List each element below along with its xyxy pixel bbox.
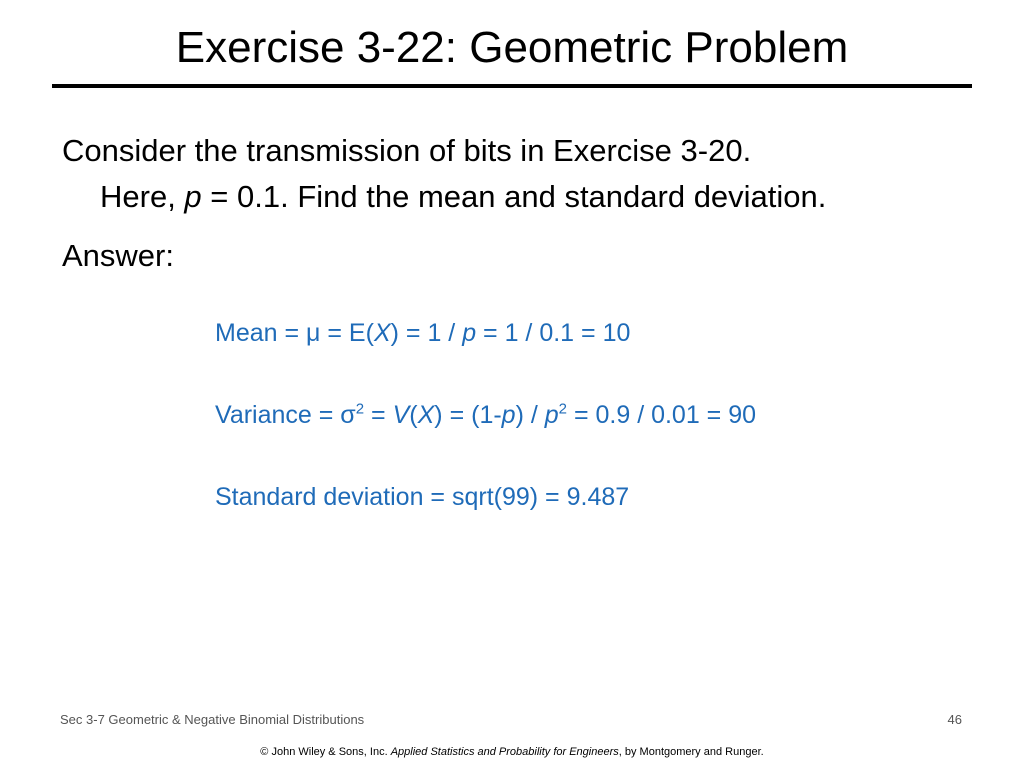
variance-part-b: =	[364, 401, 393, 429]
page-number: 46	[947, 712, 962, 727]
variance-line	[215, 398, 975, 432]
footer-section-label: Sec 3-7 Geometric & Negative Binomial Distributions	[60, 712, 365, 727]
mean-line	[215, 316, 975, 350]
problem-line-2-prefix: Here,	[100, 179, 185, 214]
slide-title: Exercise 3-22: Geometric Problem	[175, 23, 849, 72]
copyright-line	[0, 746, 1024, 758]
variance-sup-2: 2	[558, 400, 567, 418]
variance-var-x: X	[417, 401, 435, 429]
variance-var-p2: p	[544, 401, 559, 429]
problem-var-p: p	[184, 179, 202, 214]
answer-block	[215, 316, 975, 562]
copyright-suffix: , by Montgomery and Runger.	[618, 746, 764, 758]
copyright-prefix: © John Wiley & Sons, Inc.	[260, 746, 391, 758]
mean-part-b: ) = 1 /	[390, 319, 463, 347]
stddev-line: Standard deviation = sqrt(99) = 9.487	[215, 483, 630, 511]
mean-part-c: = 1 / 0.1 = 10	[476, 319, 631, 347]
title-underline	[52, 84, 972, 88]
mean-var-p: p	[462, 319, 477, 347]
variance-var-v: V	[392, 401, 410, 429]
variance-part-f: = 0.9 / 0.01 = 90	[567, 401, 757, 429]
variance-sup-1: 2	[355, 400, 365, 418]
problem-line-1: Consider the transmission of bits in Exercise 3-20.	[62, 133, 752, 168]
mean-var-x: X	[373, 319, 391, 347]
mean-part-a: Mean = μ = E(	[215, 319, 374, 347]
problem-line-2-suffix: = 0.1. Find the mean and standard deviation.	[201, 179, 827, 214]
problem-line-2	[62, 174, 992, 220]
book-title: Applied Statistics and Probability for Engineers	[390, 746, 619, 758]
variance-part-a: Variance = σ	[215, 401, 356, 429]
variance-var-p1: p	[501, 401, 516, 429]
problem-statement	[62, 128, 992, 220]
variance-part-d: ) = (1-	[434, 401, 502, 429]
variance-part-c: (	[409, 401, 418, 429]
variance-part-e: ) /	[515, 401, 545, 429]
answer-label: Answer:	[62, 238, 174, 273]
